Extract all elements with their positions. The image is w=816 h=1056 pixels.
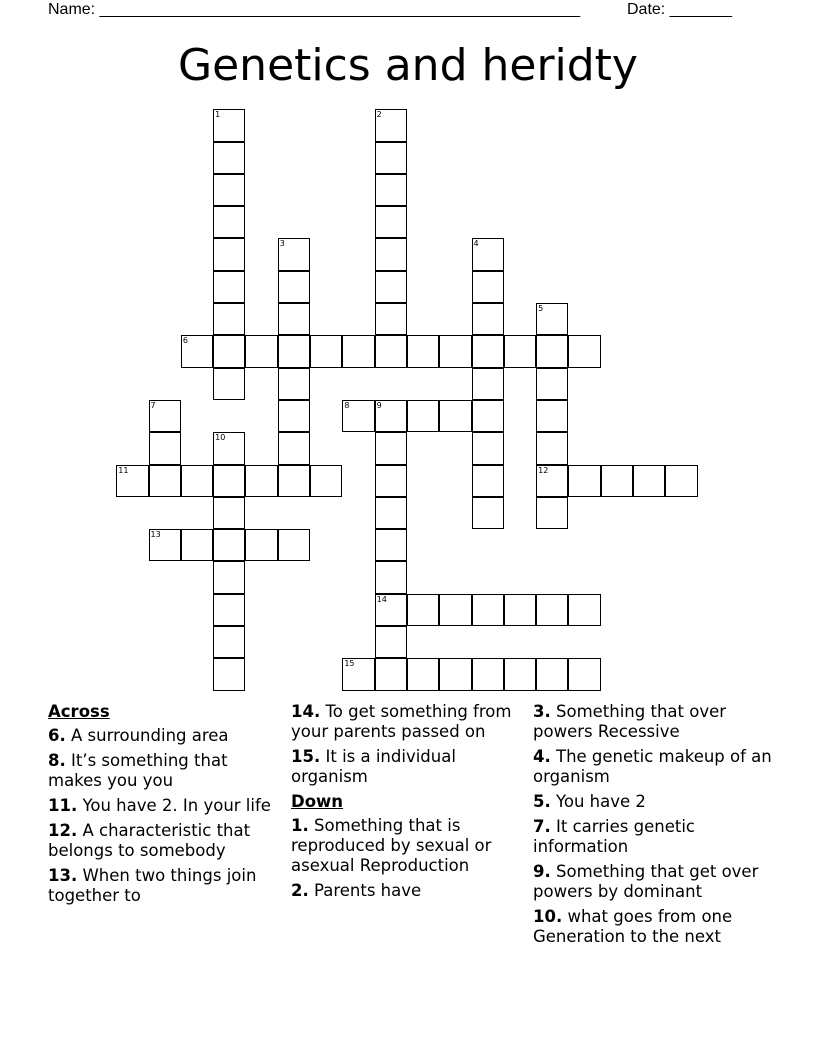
grid-cell[interactable]	[278, 368, 310, 400]
grid-cell[interactable]	[439, 594, 471, 626]
across-heading: Across	[48, 702, 110, 721]
grid-cell[interactable]	[213, 626, 245, 658]
page-title: Genetics and heridty	[178, 40, 638, 91]
grid-cell[interactable]	[472, 303, 504, 335]
clue-number: 13	[150, 530, 161, 540]
grid-cell[interactable]	[149, 400, 181, 432]
grid-cell[interactable]	[213, 432, 245, 464]
grid-cell[interactable]	[407, 594, 439, 626]
grid-cell[interactable]	[407, 658, 439, 690]
grid-cell[interactable]	[213, 594, 245, 626]
clue-down-2: 2. Parents have	[291, 881, 422, 900]
grid-cell[interactable]	[633, 465, 665, 497]
clue-number: 9	[376, 400, 382, 410]
grid-cell[interactable]	[536, 432, 568, 464]
grid-cell[interactable]	[278, 335, 310, 367]
grid-cell[interactable]	[245, 335, 277, 367]
clues-column-2	[291, 702, 526, 906]
grid-cell[interactable]	[375, 303, 407, 335]
clue-down-5: 5. You have 2	[533, 792, 646, 811]
grid-cell[interactable]	[504, 335, 536, 367]
grid-cell[interactable]	[439, 335, 471, 367]
grid-cell[interactable]	[213, 529, 245, 561]
clue-number: 14	[376, 594, 387, 604]
grid-cell[interactable]	[310, 465, 342, 497]
grid-cell[interactable]	[213, 335, 245, 367]
grid-cell[interactable]	[213, 271, 245, 303]
grid-cell[interactable]	[375, 271, 407, 303]
grid-cell[interactable]	[472, 432, 504, 464]
grid-cell[interactable]	[375, 594, 407, 626]
date-field[interactable]: Date: _______	[627, 1, 732, 18]
grid-cell[interactable]	[665, 465, 697, 497]
clue-number: 12	[538, 465, 549, 475]
grid-cell[interactable]	[472, 497, 504, 529]
grid-cell[interactable]	[375, 465, 407, 497]
grid-cell[interactable]	[278, 432, 310, 464]
grid-cell[interactable]	[472, 271, 504, 303]
clue-down-9: 9. Something that get over powers by dominant	[533, 862, 759, 901]
clue-down-3: 3. Something that over powers Recessive	[533, 702, 727, 741]
grid-cell[interactable]	[278, 465, 310, 497]
grid-cell[interactable]	[472, 238, 504, 270]
grid-cell[interactable]	[568, 658, 600, 690]
clue-number: 1	[215, 110, 221, 120]
grid-cell[interactable]	[536, 400, 568, 432]
grid-cell[interactable]	[472, 368, 504, 400]
grid-cell[interactable]	[213, 368, 245, 400]
grid-cell[interactable]	[342, 658, 374, 690]
grid-cell[interactable]	[536, 303, 568, 335]
clue-across-13: 13. When two things join together to	[48, 866, 257, 905]
grid-cell[interactable]	[568, 594, 600, 626]
clue-number: 2	[376, 110, 382, 120]
grid-cell[interactable]	[504, 594, 536, 626]
grid-cell[interactable]	[278, 238, 310, 270]
grid-cell[interactable]	[472, 465, 504, 497]
clues-column-3	[533, 702, 773, 952]
grid-cell[interactable]	[568, 465, 600, 497]
grid-cell[interactable]	[375, 206, 407, 238]
grid-cell[interactable]	[213, 465, 245, 497]
grid-cell[interactable]	[181, 529, 213, 561]
grid-cell[interactable]	[375, 432, 407, 464]
grid-cell[interactable]	[213, 303, 245, 335]
clues-column-1	[48, 702, 278, 911]
grid-cell[interactable]	[536, 465, 568, 497]
grid-cell[interactable]	[407, 335, 439, 367]
grid-cell[interactable]	[536, 335, 568, 367]
grid-cell[interactable]	[536, 497, 568, 529]
grid-cell[interactable]	[375, 658, 407, 690]
grid-cell[interactable]	[472, 594, 504, 626]
grid-cell[interactable]	[407, 400, 439, 432]
clue-down-4: 4. The genetic makeup of an organism	[533, 747, 772, 786]
grid-cell[interactable]	[213, 174, 245, 206]
clue-number: 7	[150, 400, 156, 410]
clue-number: 4	[473, 239, 479, 249]
grid-cell[interactable]	[149, 465, 181, 497]
grid-cell[interactable]	[536, 368, 568, 400]
clue-number: 11	[118, 465, 129, 475]
grid-cell[interactable]	[245, 529, 277, 561]
grid-cell[interactable]	[245, 465, 277, 497]
grid-cell[interactable]	[342, 335, 374, 367]
grid-cell[interactable]	[504, 658, 536, 690]
grid-cell[interactable]	[375, 174, 407, 206]
grid-cell[interactable]	[375, 400, 407, 432]
clue-down-10: 10. what goes from one Generation to the next	[533, 907, 733, 946]
grid-cell[interactable]	[116, 465, 148, 497]
grid-cell[interactable]	[278, 303, 310, 335]
grid-cell[interactable]	[536, 594, 568, 626]
grid-cell[interactable]	[278, 271, 310, 303]
clue-across-12: 12. A characteristic that belongs to somebody	[48, 821, 251, 860]
clue-across-11: 11. You have 2. In your life	[48, 796, 271, 815]
clue-number: 10	[215, 433, 226, 443]
grid-cell[interactable]	[568, 335, 600, 367]
clue-number: 15	[344, 659, 355, 669]
grid-cell[interactable]	[181, 335, 213, 367]
grid-cell[interactable]	[439, 658, 471, 690]
grid-cell[interactable]	[213, 142, 245, 174]
grid-cell[interactable]	[278, 529, 310, 561]
grid-cell[interactable]	[472, 400, 504, 432]
grid-cell[interactable]	[375, 109, 407, 141]
grid-cell[interactable]	[149, 432, 181, 464]
grid-cell[interactable]	[375, 497, 407, 529]
grid-cell[interactable]	[375, 142, 407, 174]
grid-cell[interactable]	[213, 206, 245, 238]
clue-across-6: 6. A surrounding area	[48, 726, 229, 745]
clue-number: 3	[279, 239, 285, 249]
grid-cell[interactable]	[375, 335, 407, 367]
down-heading: Down	[291, 792, 344, 811]
clue-down-7: 7. It carries genetic information	[533, 817, 695, 856]
clue-number: 6	[182, 336, 188, 346]
grid-cell[interactable]	[213, 497, 245, 529]
clue-across-15: 15. It is a individual organism	[291, 747, 456, 786]
grid-cell[interactable]	[375, 626, 407, 658]
grid-cell[interactable]	[375, 561, 407, 593]
grid-cell[interactable]	[439, 400, 471, 432]
grid-cell[interactable]	[310, 335, 342, 367]
name-field[interactable]: Name: ______________________________________________________	[48, 1, 581, 18]
clue-number: 8	[344, 400, 350, 410]
grid-cell[interactable]	[213, 109, 245, 141]
grid-cell[interactable]	[601, 465, 633, 497]
clue-across-14: 14. To get something from your parents passed on	[291, 702, 512, 741]
grid-cell[interactable]	[375, 238, 407, 270]
grid-cell[interactable]	[472, 335, 504, 367]
grid-cell[interactable]	[375, 529, 407, 561]
grid-cell[interactable]	[536, 658, 568, 690]
clue-across-8: 8. It’s something that makes you you	[48, 751, 228, 790]
grid-cell[interactable]	[213, 561, 245, 593]
grid-cell[interactable]	[181, 465, 213, 497]
grid-cell[interactable]	[342, 400, 374, 432]
clue-number: 5	[538, 304, 544, 314]
grid-cell[interactable]	[213, 238, 245, 270]
clue-down-1: 1. Something that is reproduced by sexual or asexual Reproduction	[291, 816, 492, 875]
grid-cell[interactable]	[149, 529, 181, 561]
grid-cell[interactable]	[472, 658, 504, 690]
grid-cell[interactable]	[213, 658, 245, 690]
grid-cell[interactable]	[278, 400, 310, 432]
